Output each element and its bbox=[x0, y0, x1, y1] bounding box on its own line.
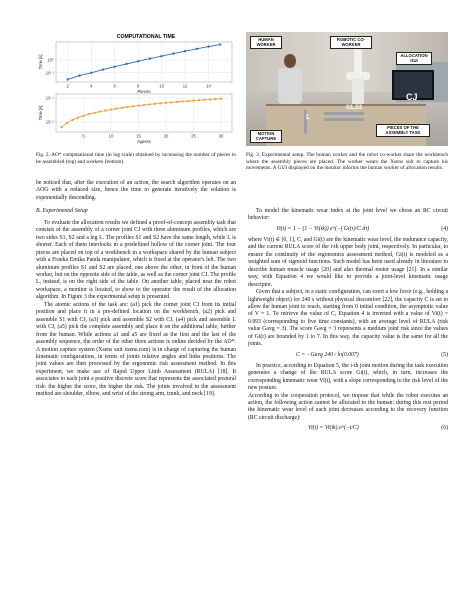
top-plot bbox=[38, 42, 232, 94]
y-axis-label: Time [s] bbox=[38, 54, 43, 70]
data-point bbox=[99, 110, 101, 112]
y-tick-label: 10⁻¹ bbox=[45, 95, 54, 101]
data-point bbox=[160, 55, 162, 57]
label-allocation-gui: ALLOCATION GUI bbox=[396, 52, 432, 65]
data-point bbox=[137, 60, 139, 62]
equation-6 bbox=[248, 422, 448, 436]
data-point bbox=[207, 45, 209, 47]
data-point bbox=[88, 113, 90, 115]
x-tick-label: 4 bbox=[90, 83, 93, 89]
y-tick-label: 10⁻¹ bbox=[45, 70, 54, 76]
label-cj: CJ bbox=[406, 92, 418, 102]
data-point bbox=[192, 99, 194, 101]
right-paragraph-5: According to the cooperation protocol, we impose that while the robot executes an action, the following action cannot be allocated to the human: during this rest period the kinematic wear level of each joint decreases according to the recovery function (RC circuit discharge): bbox=[248, 392, 448, 421]
left-paragraph-1: be noticed that, after the execution of an action, the search algorithm operates on an AOG with a reduced size, hence the time to generate iteratively the solution is exponentially descending. bbox=[36, 180, 236, 201]
figure-2 bbox=[28, 30, 238, 148]
x-tick-label: 10 bbox=[108, 133, 114, 139]
equation-6-body: Vi(t) = Vi(tk) e^(−t/C) bbox=[308, 425, 359, 432]
figure-3-caption: Fig. 3. Experimental setup. The human worker and the robot co-worker share the workbench where the assembly pieces are placed. The worker wears the Xsens suit to capture his movements. A GUI displayed on the monitor informs the human worker of allocation results. bbox=[246, 152, 448, 172]
x-tick-label: 25 bbox=[191, 133, 196, 139]
x-axis-label: Agents bbox=[137, 139, 151, 144]
data-point bbox=[115, 107, 117, 109]
chart-title: COMPUTATIONAL TIME bbox=[116, 34, 176, 40]
data-point bbox=[125, 63, 127, 65]
data-point bbox=[220, 98, 222, 100]
left-paragraph-3: The atomic actions of the task are: (a1) pick the corner joint CJ from its initial position and place it in a pre-defined location on the workbench, (a2) pick and assemble S1 with CJ, (a3) pick and assemble S2 with CJ, (a4) pick and assemble L with CJ, (a5) pick the complete assembly and place it on the additional table, further from the human. While actions a1 and a5 are fixed as the first and the last of the assembly sequence, the order of the other three actions is online decided by the AO*. A motion capture system (Xsens suit xsens.com) is in charge of capturing the human kinematic configurations, in terms of joints relative angles and links positions. The joint values are then processed by the ergonomic risk assessment method. In this experiment, we make use of Rapid Upper Limb Assessment (RULA) [18]. It associates to each joint a positive discrete score that represents the associated postural risk: the higher the score, the higher the risk. The joints involved in the assessment method are shoulder, elbow, and wrist of the strong arm, trunk, and neck [19]. bbox=[36, 301, 236, 398]
x-tick-label: 10 bbox=[159, 83, 164, 89]
equation-5 bbox=[248, 349, 448, 363]
equation-5-body: C = −Gavg 240 / ln(0.007) bbox=[296, 351, 359, 358]
data-point bbox=[219, 43, 221, 45]
bottom-plot bbox=[38, 94, 232, 144]
data-point bbox=[209, 98, 211, 100]
data-point bbox=[132, 105, 134, 107]
data-point bbox=[71, 119, 73, 121]
equation-5-number: (5) bbox=[441, 351, 448, 358]
data-point bbox=[214, 98, 216, 100]
data-point bbox=[154, 103, 156, 105]
label-pieces: PIECES OF THE ASSEMBLY TASK bbox=[376, 124, 430, 137]
left-column bbox=[36, 180, 236, 399]
data-point bbox=[113, 66, 115, 68]
label-l: L bbox=[306, 114, 311, 121]
robot-figure bbox=[338, 48, 378, 108]
label-s1-s2: S1,S2 bbox=[346, 105, 363, 111]
section-heading-experimental-setup: B. Experimental Setup bbox=[36, 208, 88, 215]
data-point bbox=[176, 101, 178, 103]
x-tick-label: 12 bbox=[182, 83, 188, 89]
x-tick-label: 5 bbox=[82, 133, 85, 139]
x-tick-label: 8 bbox=[136, 83, 140, 89]
equation-4 bbox=[248, 223, 448, 237]
data-point bbox=[102, 68, 104, 70]
data-point bbox=[181, 100, 183, 102]
y-axis-label: Time [s] bbox=[38, 105, 43, 121]
data-point bbox=[187, 100, 189, 102]
data-point bbox=[121, 107, 123, 109]
figure-3-photo bbox=[246, 32, 448, 146]
label-motion-capture: MOTION CAPTURE bbox=[250, 130, 282, 143]
computational-time-charts bbox=[28, 30, 238, 148]
right-paragraph-1: To model the kinematic wear index at the joint level we chose an RC circuit behavior: bbox=[248, 208, 448, 222]
data-point bbox=[149, 57, 151, 59]
data-point bbox=[93, 112, 95, 114]
y-tick-label: 10⁻² bbox=[45, 119, 54, 125]
data-point bbox=[82, 115, 84, 117]
x-tick-label: 15 bbox=[136, 133, 141, 139]
x-tick-label: 2 bbox=[66, 83, 69, 89]
data-point bbox=[77, 117, 79, 119]
data-point bbox=[104, 109, 106, 111]
label-human-worker: HUMAN WORKER bbox=[250, 36, 282, 49]
data-point bbox=[110, 108, 112, 110]
figure-2-caption: Fig. 2. AO* computational time (in log scale) obtained by increasing the number of pieces to be assembled (top) and workers (bottom). bbox=[36, 152, 236, 165]
right-paragraph-2: where Vi(t) ∈ [0, 1], C, and Gi(t) are the kinematic wear level, the endurance capacity, and the current RULA score of the i-th upper body joint, respectively. In particular, to ensure the continuity of the ergonomics assessment method, Gi(t) is modeled as a weighted sum of sigmoid functions. Such model has been used already in literature to describe human muscle usage [20] and also thermal motor usage [21]. In a similar way, with Equation 4 we would like to provide a joint-level kinematic usage descriptor. bbox=[248, 236, 448, 288]
right-paragraph-4: In practice, according to Equation 5, the i-th joint motion during the task execution generates a change of the RULA score Gi(t), which, in turn, increases the corresponding kinematic wear Vi(t), with a slope corresponding to the risk level of the new posture. bbox=[248, 362, 448, 392]
data-point bbox=[78, 74, 80, 76]
data-point bbox=[148, 103, 150, 105]
equation-4-number: (4) bbox=[441, 225, 448, 232]
data-point bbox=[172, 52, 174, 54]
x-tick-label: 6 bbox=[113, 83, 116, 89]
equation-4-body: Vi(t) = 1 − (1 − Vi(tk)) e^(−∫ Gi(τ)/C dτ) bbox=[276, 225, 370, 232]
right-paragraph-3: Given that a subject, in a static configuration, can exert a low force (e.g., holding a lightweight object) for 240 s without physical discomfort [22], the capacity C is set to allow the human joint to reach, starting from 0 initial condition, the asymptotic value of V = 1. To retrieve the value of C, Equation 4 is inverted with a value of Vi(t) = 0.993 (corresponding to five time constants), with an average level of RULA (risk value Gavg = 3). The score Gavg = 3 represents a medium joint risk since the values of Gi(t) are bounded by 1 to 7. In this way, the capacity value is the same for all the joints. bbox=[248, 289, 448, 348]
data-point bbox=[198, 99, 200, 101]
data-point bbox=[196, 48, 198, 50]
data-point bbox=[60, 126, 62, 128]
equation-6-number: (6) bbox=[441, 425, 448, 432]
y-tick-label: 10⁰ bbox=[47, 57, 54, 63]
label-robotic-coworker: ROBOTIC CO-WORKER bbox=[330, 36, 372, 49]
data-point bbox=[143, 104, 145, 106]
data-point bbox=[203, 99, 205, 101]
left-paragraph-2: To evaluate the allocation results we defined a proof-of-concept assembly task that consists of the assembly of a corner joint CJ with three aluminum profiles, which are two sides S1, S2 and a leg L. The profiles S1 and S2 have the same length, while L is shorter. Each of them interlocks in a predefined hollow of the corner joint. The four pieces are placed on top of a workbench in a workspace shared by the human subject with a Franka Emika Panda manipulator, which is fixed at the operator's left. The two aluminum profiles S1 and S2 are placed, one above the other, in front of the human worker, but on the opposite side of the table, as well as the corner joint CJ. The profile L, instead, is on the right side of the table. On another table, placed near the robot workspace, a monitor is located, to show to the operator the result of the allocation algorithm. In Figure 3 the experimental setup is presented. bbox=[36, 219, 236, 301]
data-point bbox=[170, 101, 172, 103]
x-tick-label: 20 bbox=[163, 133, 169, 139]
data-point bbox=[66, 122, 68, 124]
data-point bbox=[165, 102, 167, 104]
data-point bbox=[90, 72, 92, 74]
right-column bbox=[248, 208, 448, 436]
data-point bbox=[126, 106, 128, 108]
x-axis-label: Pieces bbox=[137, 89, 151, 94]
x-tick-label: 14 bbox=[206, 83, 211, 89]
plot-area bbox=[56, 42, 232, 82]
data-point bbox=[67, 78, 69, 80]
data-point bbox=[137, 104, 139, 106]
data-point bbox=[159, 102, 161, 104]
data-point bbox=[184, 50, 186, 52]
x-tick-label: 30 bbox=[218, 133, 224, 139]
